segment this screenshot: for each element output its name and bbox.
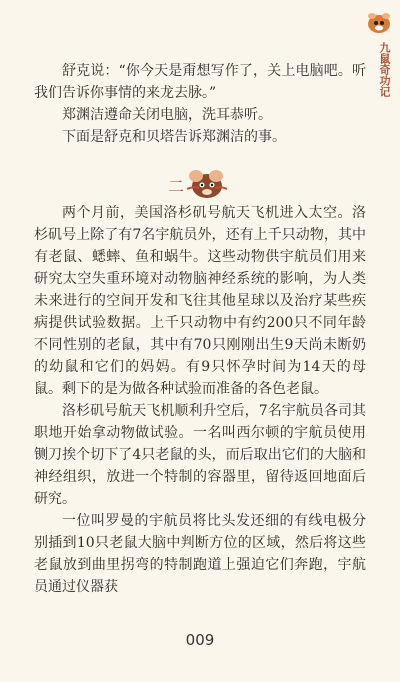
paragraph-5: 洛杉矶号航天飞机顺利升空后，7名宇航员各司其职地开始拿动物做试验。一名叫西尔顿的宇航员使用铡刀挨个切下了4只老鼠的头，而后取出它们的大脑和神经组织，放进一个特制的容器里，留待返回地面后研究。 [34,403,366,507]
side-badge-text: 九鼠奇功记 [378,42,391,97]
mouse-head-icon [366,12,392,34]
page-number: 009 [185,631,215,649]
article-body [34,60,366,598]
paragraph-6: 一位叫罗曼的宇航员将比头发还细的有线电极分别插到10只老鼠大脑中判断方位的区域，然后将这些老鼠放到曲里拐弯的特制跑道上强迫它们奔跑，宇航员通过仪器获 [34,513,366,595]
mouse-face-icon [186,168,228,202]
chapter-number: 二 [168,177,185,196]
paragraph-3: 下面是舒克和贝塔告诉郑渊洁的事。 [62,129,286,145]
chapter-marker [168,168,230,202]
paragraph-4: 两个月前，美国洛杉矶号航天飞机进入太空。洛杉矶号上除了有7名宇航员外，还有上千只动物，其中有老鼠、蟋蟀、鱼和蜗牛。这些动物供宇航员们用来研究太空失重环境对动物脑神经系统的影响，为人类未来进行的空间开发和飞往其他星球以及治疗某些疾病提供试验数据。上千只动物中有约200只不同年龄不同性别的老鼠，其中有70只刚刚出生9天尚未断奶的幼鼠和它们的妈妈。有9只怀孕时间为14天的母鼠。剩下的是为做各种试验而准备的各色老鼠。 [34,205,366,397]
paragraph-1: 舒克说：“你今天是甭想写作了，关上电脑吧。听我们告诉你事情的来龙去脉。” [34,63,366,101]
series-side-badge [364,8,394,106]
paragraph-2: 郑渊洁遵命关闭电脑，洗耳恭听。 [62,107,272,123]
